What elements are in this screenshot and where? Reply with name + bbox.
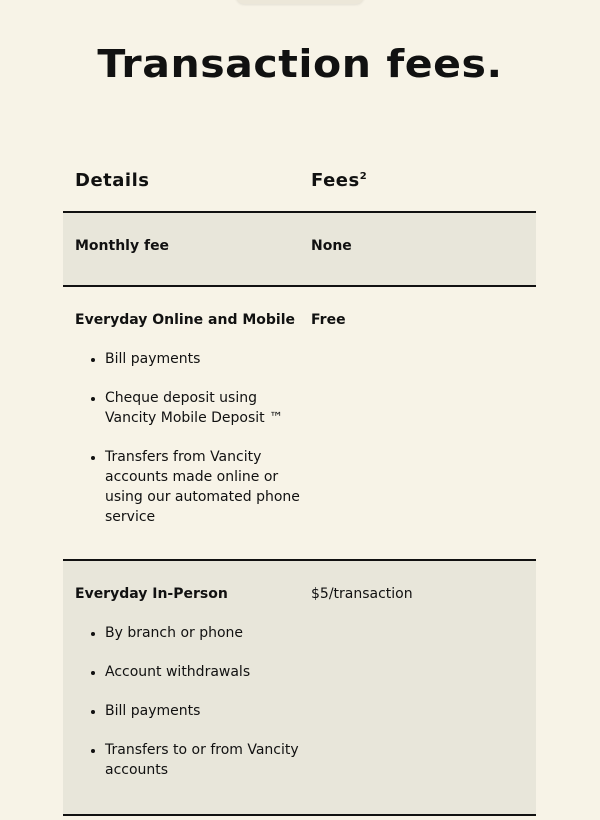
row-fee: None (311, 238, 352, 254)
table-row-monthly-fee (63, 213, 536, 287)
feature-list (87, 623, 305, 799)
list-item: • By branch or phone (105, 623, 305, 643)
table-row-online-mobile (63, 287, 536, 561)
list-item: • Transfers from Vancity accounts made online or using our automated phone service (105, 447, 305, 527)
details-column-header: Details (75, 170, 150, 191)
row-fee: Free (311, 312, 346, 328)
page-title: Transaction fees. (97, 42, 503, 86)
fees-column-header (311, 170, 367, 191)
row-label: Monthly fee (75, 238, 170, 254)
fees-header-label: Fees (311, 170, 360, 191)
list-item: • Bill payments (105, 701, 305, 721)
table-row-in-person (63, 561, 536, 816)
row-fee: $5/transaction (311, 586, 413, 602)
list-item: • Account withdrawals (105, 662, 305, 682)
feature-list (87, 349, 305, 546)
fees-footnote-marker: 2 (359, 171, 368, 182)
fees-table (63, 156, 536, 816)
row-label: Everyday In-Person (75, 586, 228, 602)
top-sheet-handle (236, 0, 364, 4)
row-label: Everyday Online and Mobile (75, 312, 296, 328)
table-header-row (63, 156, 536, 213)
list-item: • Cheque deposit using Vancity Mobile Deposit ™ (105, 388, 305, 428)
list-item: • Transfers to or from Vancity accounts (105, 740, 305, 780)
list-item: • Bill payments (105, 349, 305, 369)
